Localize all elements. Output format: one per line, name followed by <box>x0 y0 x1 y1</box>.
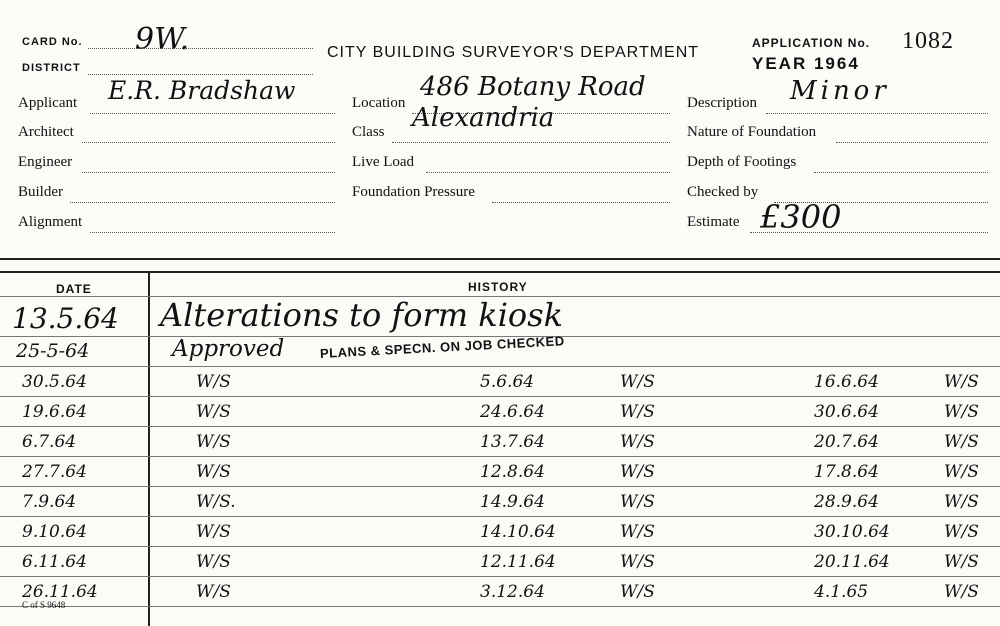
form-code: C of S 9648 <box>22 600 66 610</box>
table-second-rule <box>0 271 1000 273</box>
inspection-date: 14.10.64 <box>480 522 556 542</box>
description-value: Minor <box>790 76 890 106</box>
ruled-line <box>0 396 1000 397</box>
inspection-date: 5.6.64 <box>480 372 535 392</box>
class-label: Class <box>352 124 385 140</box>
location-label: Location <box>352 95 406 111</box>
inspection-status: W/S <box>944 402 979 422</box>
foundation-pressure-dots <box>492 202 670 203</box>
ruled-line <box>0 576 1000 577</box>
live-load-dots <box>426 172 670 173</box>
inspection-date: 27.7.64 <box>22 462 87 482</box>
inspection-date: 24.6.64 <box>480 402 545 422</box>
class-value: Alexandria <box>412 103 555 133</box>
inspection-status: W/S <box>944 432 979 452</box>
ruled-line <box>0 366 1000 367</box>
applicant-dots <box>90 113 335 114</box>
inspection-date: 16.6.64 <box>814 372 879 392</box>
ruled-line <box>0 606 1000 607</box>
foundation-pressure-label: Foundation Pressure <box>352 184 475 200</box>
inspection-status: W/S <box>944 522 979 542</box>
inspection-status: W/S. <box>196 492 236 512</box>
estimate-label: Estimate <box>687 214 740 230</box>
history-text: Approved <box>172 336 285 362</box>
inspection-status: W/S <box>196 462 231 482</box>
inspection-date: 20.7.64 <box>814 432 879 452</box>
history-date: 13.5.64 <box>12 302 119 335</box>
live-load-label: Live Load <box>352 154 415 170</box>
description-label: Description <box>687 95 757 111</box>
inspection-date: 3.12.64 <box>480 582 545 602</box>
inspection-status: W/S <box>944 582 979 602</box>
architect-dots <box>82 142 335 143</box>
engineer-dots <box>82 172 335 173</box>
approval-stamp: PLANS & SPECN. ON JOB CHECKED <box>319 333 565 361</box>
alignment-label: Alignment <box>18 214 83 230</box>
inspection-status: W/S <box>620 462 655 482</box>
inspection-date: 30.5.64 <box>22 372 87 392</box>
architect-label: Architect <box>18 124 74 140</box>
builder-dots <box>70 202 335 203</box>
inspection-status: W/S <box>196 432 231 452</box>
inspection-date: 13.7.64 <box>480 432 545 452</box>
inspection-status: W/S <box>620 582 655 602</box>
inspection-status: W/S <box>944 462 979 482</box>
history-text: Alterations to form kiosk <box>160 296 563 334</box>
inspection-date: 19.6.64 <box>22 402 87 422</box>
checked-by-label: Checked by <box>687 184 759 200</box>
builder-label: Builder <box>18 184 63 200</box>
inspection-date: 7.9.64 <box>22 492 77 512</box>
inspection-date: 28.9.64 <box>814 492 879 512</box>
inspection-status: W/S <box>196 402 231 422</box>
inspection-status: W/S <box>196 372 231 392</box>
card-no-label: CARD No. <box>22 36 83 48</box>
ruled-line <box>0 456 1000 457</box>
depth-of-footings-label: Depth of Footings <box>687 154 797 170</box>
location-value: 486 Botany Road <box>420 72 646 102</box>
inspection-status: W/S <box>196 582 231 602</box>
class-dots <box>392 142 670 143</box>
inspection-status: W/S <box>196 522 231 542</box>
depth-of-footings-dots <box>814 172 988 173</box>
inspection-status: W/S <box>944 552 979 572</box>
ruled-line <box>0 426 1000 427</box>
inspection-status: W/S <box>620 372 655 392</box>
inspection-date: 12.8.64 <box>480 462 545 482</box>
inspection-date: 17.8.64 <box>814 462 879 482</box>
year-label: YEAR 1964 <box>752 54 860 73</box>
inspection-date: 9.10.64 <box>22 522 87 542</box>
department-title: CITY BUILDING SURVEYOR'S DEPARTMENT <box>327 44 700 61</box>
application-no-value: 1082 <box>902 28 954 54</box>
inspection-date: 12.11.64 <box>480 552 556 572</box>
inspection-date: 26.11.64 <box>22 582 98 602</box>
inspection-date: 30.10.64 <box>814 522 890 542</box>
inspection-status: W/S <box>620 402 655 422</box>
inspection-status: W/S <box>620 432 655 452</box>
district-dots <box>88 74 313 75</box>
inspection-status: W/S <box>620 492 655 512</box>
card-no-value: 9W. <box>135 22 190 57</box>
inspection-status: W/S <box>196 552 231 572</box>
history-header: HISTORY <box>468 280 528 294</box>
table-top-rule <box>0 258 1000 260</box>
ruled-line <box>0 516 1000 517</box>
inspection-date: 6.11.64 <box>22 552 87 572</box>
nature-of-foundation-dots <box>836 142 988 143</box>
inspection-date: 4.1.65 <box>814 582 869 602</box>
inspection-date: 14.9.64 <box>480 492 545 512</box>
district-label: DISTRICT <box>22 62 81 74</box>
inspection-date: 6.7.64 <box>22 432 77 452</box>
history-date: 25-5-64 <box>16 340 90 362</box>
applicant-value: E.R. Bradshaw <box>108 76 296 105</box>
date-header: DATE <box>56 282 92 296</box>
inspection-date: 30.6.64 <box>814 402 879 422</box>
inspection-status: W/S <box>944 372 979 392</box>
estimate-value: £300 <box>760 198 842 236</box>
inspection-status: W/S <box>944 492 979 512</box>
alignment-dots <box>90 232 335 233</box>
ruled-line <box>0 546 1000 547</box>
inspection-date: 20.11.64 <box>814 552 890 572</box>
applicant-label: Applicant <box>18 95 78 111</box>
inspection-status: W/S <box>620 552 655 572</box>
ruled-line <box>0 486 1000 487</box>
card-no-dots <box>88 48 313 49</box>
inspection-status: W/S <box>620 522 655 542</box>
nature-of-foundation-label: Nature of Foundation <box>687 124 817 140</box>
date-column-divider <box>148 271 150 626</box>
description-dots <box>766 113 988 114</box>
engineer-label: Engineer <box>18 154 73 170</box>
application-no-label: APPLICATION No. <box>752 36 871 50</box>
